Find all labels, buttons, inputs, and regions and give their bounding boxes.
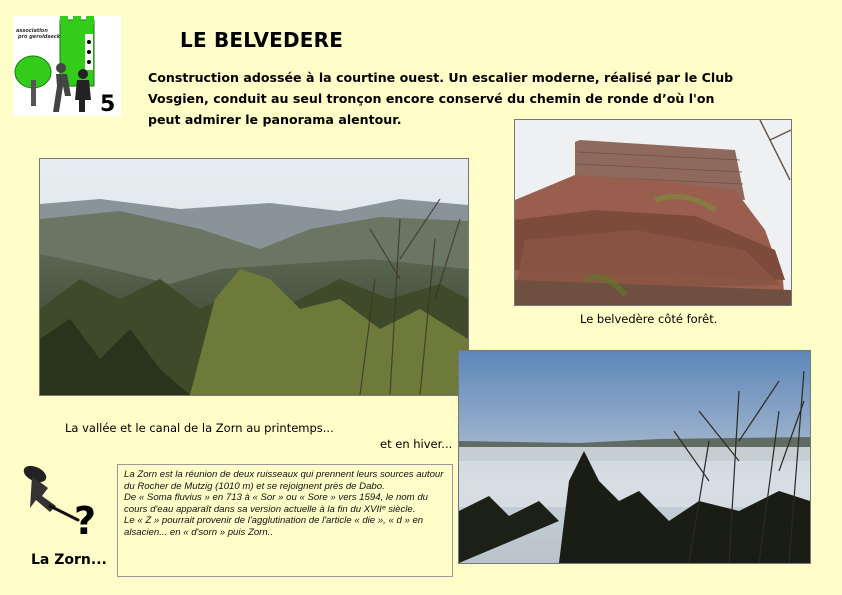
svg-text:?: ? (74, 499, 97, 542)
valley-winter-photo (458, 350, 811, 564)
page-title: LE BELVEDERE (180, 28, 344, 52)
belvedere-forest-photo (514, 119, 792, 306)
zorn-label: La Zorn... (31, 552, 107, 568)
info-paragraph: De « Soma fluvius » en 713 à « Sor » ou « Sore » vers 1594, le nom du cours d'eau apparaît dans sa version actuelle à la fin du XVIIᵉ siècle. (124, 492, 428, 515)
caption-belvedere: Le belvedère côté forêt. (580, 312, 718, 326)
caption-spring: La vallée et le canal de la Zorn au printemps... (65, 421, 334, 435)
info-paragraph: Le « Z » pourrait provenir de l'agglutination de l'article « die », « d » en alsacien... en « d'sorn » puis Zorn.. (124, 515, 424, 538)
caption-winter: et en hiver... (380, 437, 453, 451)
page-number: 5 (100, 92, 116, 117)
pushpin-question-icon (20, 462, 110, 542)
valley-spring-photo (39, 158, 469, 396)
logo-text-line-1: association (16, 28, 48, 34)
zorn-info-box (117, 464, 453, 577)
info-paragraph: La Zorn est la réunion de deux ruisseaux qui prennent leurs sources autour du Rocher de Mutzig (1010 m) et se rejoignent près de Dabo. (124, 469, 444, 492)
logo-text-line-2: pro geroldseck (18, 34, 61, 40)
intro-paragraph: Construction adossée à la courtine ouest. Un escalier moderne, réalisé par le Club Vosgien, conduit au seul tronçon encore conservé du chemin de ronde d’où l'on peut admirer le panorama alentour. (148, 70, 734, 127)
